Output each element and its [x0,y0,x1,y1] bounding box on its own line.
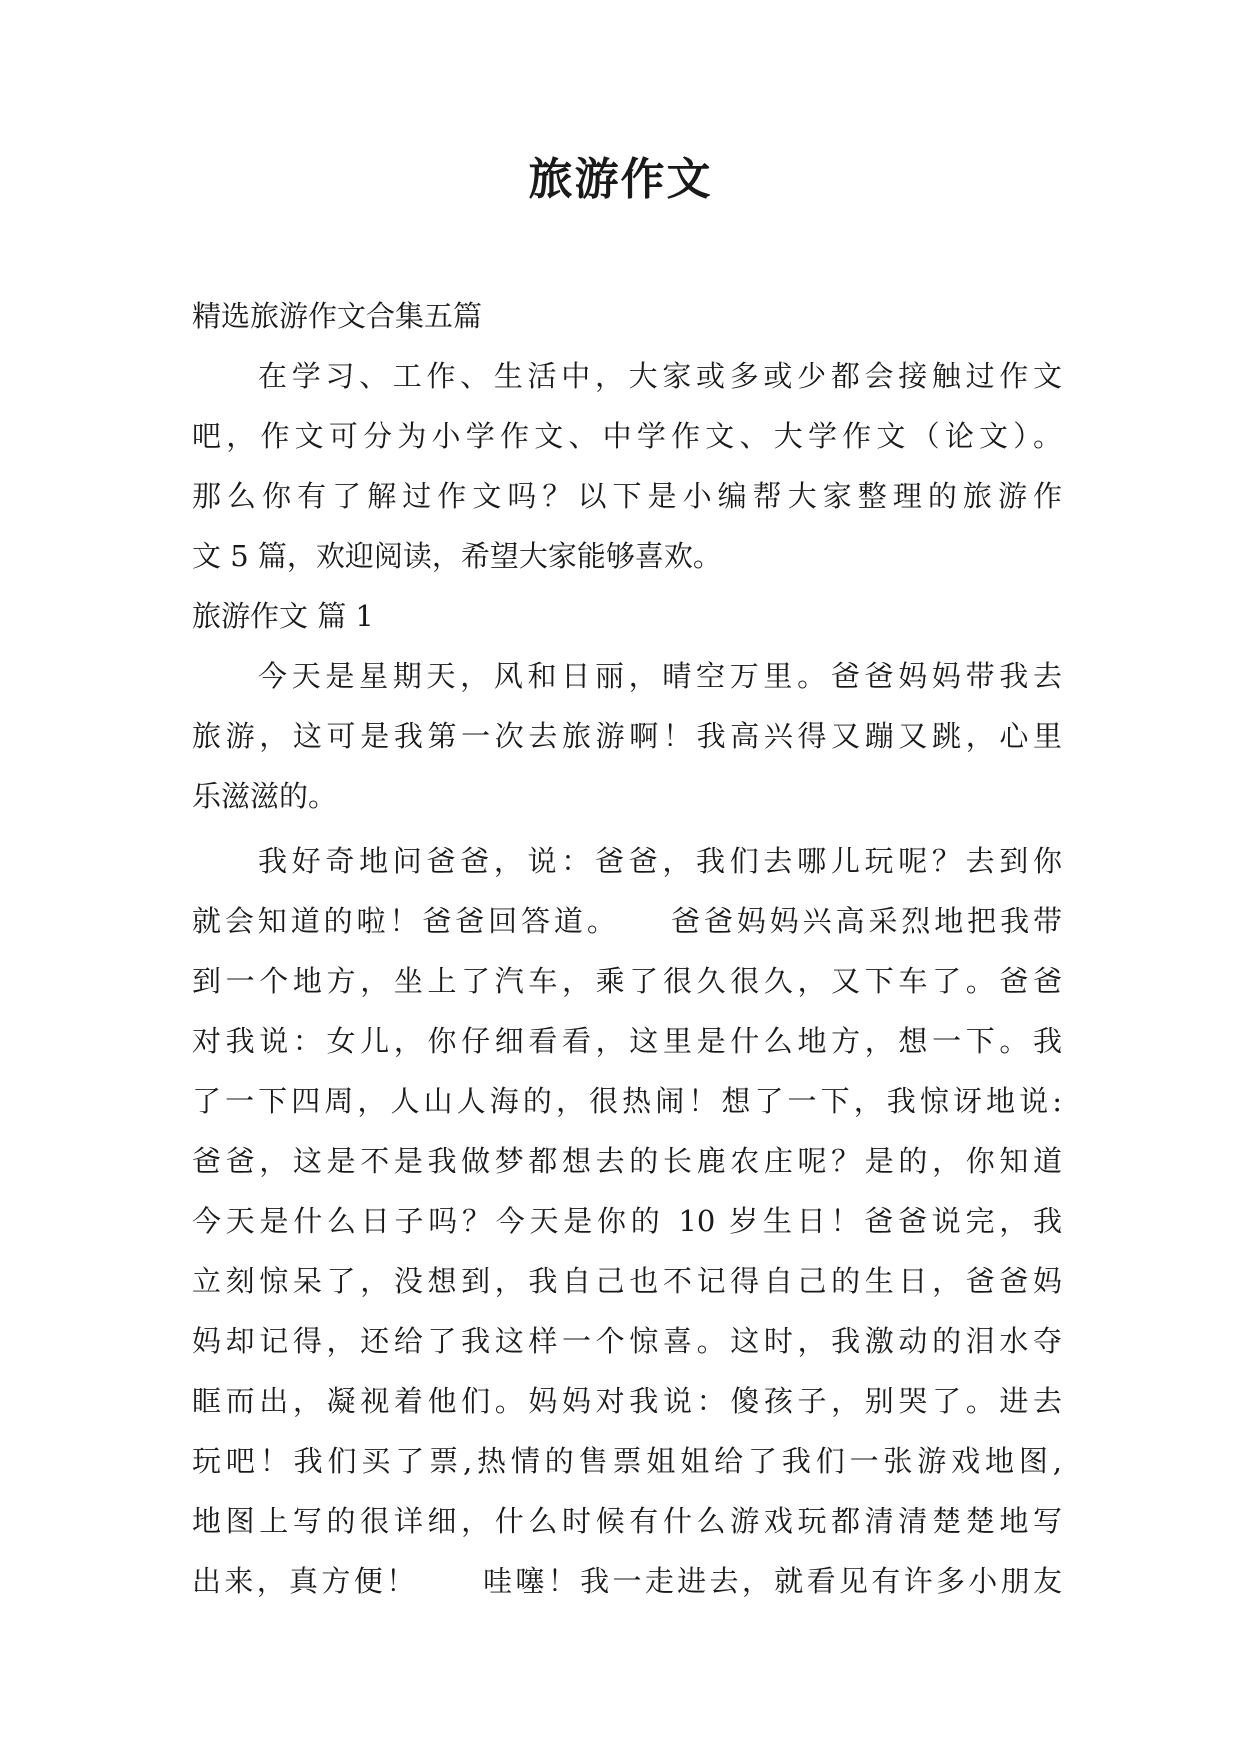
text-line: 出来，真方便！ 哇噻！我一走进去，就看见有许多小朋友 [192,1564,1062,1598]
text-line: 旅游，这可是我第一次去旅游啊！我高兴得又蹦又跳，心里 [192,719,1062,753]
text-line: 了一下四周，人山人海的，很热闹！想了一下，我惊讶地说: [192,1084,1062,1118]
text-line: 文 5 篇，欢迎阅读，希望大家能够喜欢。 [192,539,722,573]
text-line: 旅游作文 篇 1 [192,599,374,633]
text-line: 就会知道的啦！爸爸回答道。 爸爸妈妈兴高采烈地把我带 [192,904,1062,938]
text-line: 今天是星期天，风和日丽，晴空万里。爸爸妈妈带我去 [258,659,1062,693]
text-line: 玩吧！我们买了票,热情的售票姐姐给了我们一张游戏地图, [192,1444,1062,1478]
text-line: 乐滋滋的。 [192,779,338,813]
text-line: 今天是什么日子吗？今天是你的 10 岁生日！爸爸说完，我 [192,1204,1062,1238]
document-title: 旅游作文 [528,154,713,205]
text-line: 到一个地方，坐上了汽车，乘了很久很久，又下车了。爸爸 [192,964,1062,998]
text-line: 爸爸，这是不是我做梦都想去的长鹿农庄呢？是的，你知道 [192,1144,1062,1178]
text-line: 那么你有了解过作文吗？以下是小编帮大家整理的旅游作 [192,479,1062,513]
text-line: 对我说：女儿，你仔细看看，这里是什么地方，想一下。我 [192,1024,1062,1058]
text-line: 我好奇地问爸爸，说：爸爸，我们去哪儿玩呢？去到你 [258,844,1062,878]
text-line: 地图上写的很详细，什么时候有什么游戏玩都清清楚楚地写 [192,1504,1062,1538]
text-line: 眶而出，凝视着他们。妈妈对我说：傻孩子，别哭了。进去 [192,1384,1062,1418]
text-line: 妈却记得，还给了我这样一个惊喜。这时，我激动的泪水夺 [192,1324,1062,1358]
text-line: 吧，作文可分为小学作文、中学作文、大学作文（论文）。 [192,419,1062,453]
text-line: 精选旅游作文合集五篇 [192,299,483,333]
document-body [192,286,1062,1611]
text-line: 立刻惊呆了，没想到，我自己也不记得自己的生日，爸爸妈 [192,1264,1062,1298]
text-line: 在学习、工作、生活中，大家或多或少都会接触过作文 [258,359,1062,393]
